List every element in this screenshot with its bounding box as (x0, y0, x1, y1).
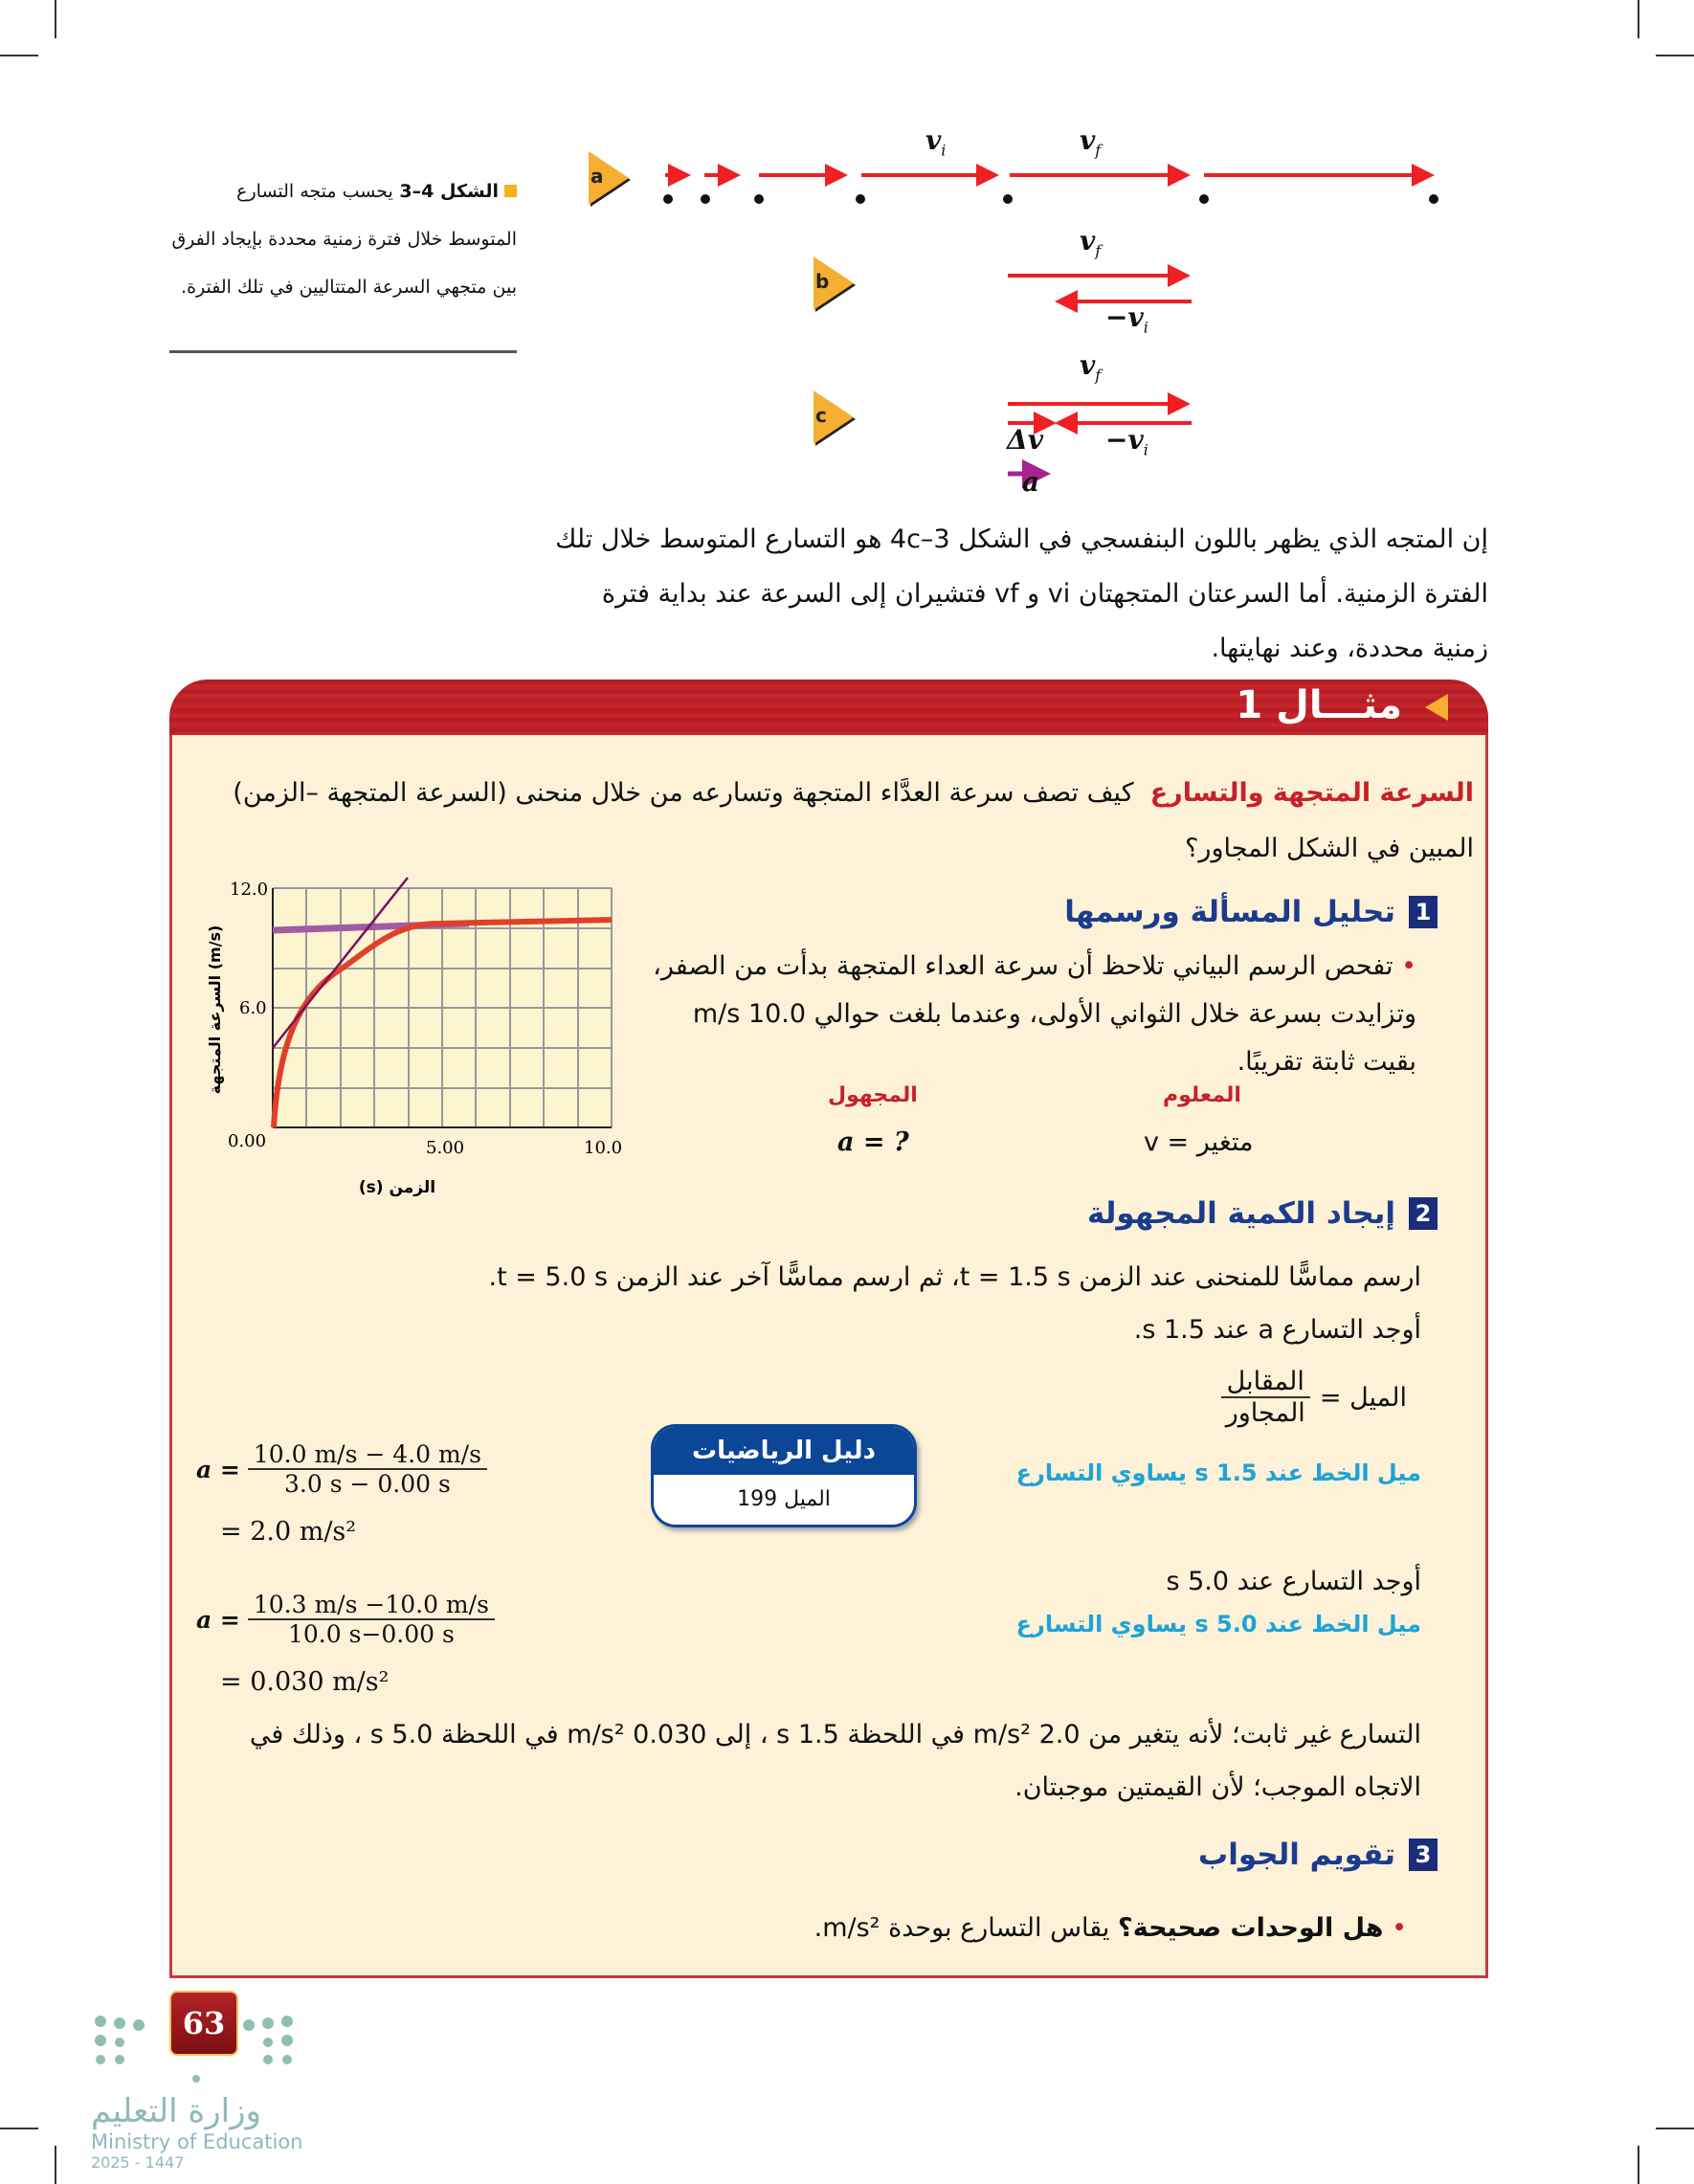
crop-mark (1656, 55, 1694, 56)
label-neg-vi-b: $-v_i$ (1105, 301, 1148, 337)
y-tick: 6.0 (239, 998, 267, 1018)
crop-mark (55, 2146, 56, 2184)
panel-a-marker: a (589, 151, 629, 205)
crop-mark (0, 55, 38, 56)
label-neg-vi-c: $-v_i$ (1105, 424, 1148, 459)
example-topic: السرعة المتجهة والتسارع (1149, 778, 1474, 808)
logo-arabic: وزارة التعليم (91, 2092, 261, 2130)
step-number: 2 (1409, 1197, 1438, 1230)
formula-2: a = $\frac{10.3 m/s -10.0 m/s}{10.0 s-0.00 s}$ (196, 1591, 495, 1648)
velocity-arrows-a (665, 175, 1431, 423)
conclusion: التسارع غير ثابت؛ لأنه يتغير من 2.0 m/s² في اللحظة 1.5 s ، إلى 0.030 m/s² في اللحظة 5.0 s ، وذلك في الاتجاه الموجب؛ لأن القيمتين موجبتان. (249, 1720, 1421, 1802)
slope-formula: الميل = $\frac{\text{المقابل}}{\text{المجاور}}$ (1221, 1367, 1407, 1428)
step-2-line1: ارسم مماسًّا للمنحنى عند الزمن t = 1.5 s، ثم ارسم مماسًّا آخر عند الزمن t = 5.0 s. (488, 1262, 1421, 1292)
math-guide-link[interactable] (651, 1424, 917, 1527)
caption-label: الشكل 4–3 (399, 181, 499, 202)
caption-bullet-icon (504, 185, 517, 197)
page-number: 63 (169, 1991, 238, 2056)
example-header (169, 680, 1488, 735)
label-delta-v: Δv (1007, 424, 1043, 456)
caption-rule (169, 350, 517, 353)
guide-body: الميل 199 (737, 1487, 831, 1511)
step-title: تقويم الجواب (1198, 1838, 1395, 1872)
example-title: مثـــال 1 (1236, 683, 1402, 727)
position-dots (663, 194, 1438, 204)
formula-1: a = $\frac{10.0 m/s - 4.0 m/s}{3.0 s - 0.00 s}$ (196, 1440, 487, 1498)
step-1-bullet: • تفحص الرسم البياني تلاحظ أن سرعة العداء المتجهة بدأت من الصفر، وتزايدت بسرعة خلال الثواني الأولى، وعندما بلغت حوالي 10.0 m/s بقيت ثابتة تقريبًا. (653, 951, 1416, 1077)
unknown-value: a = ? (837, 1127, 909, 1157)
label-vf-b: $v_f$ (1080, 225, 1102, 260)
label-vf: $v_f$ (1080, 124, 1102, 160)
step-3-bullet: • هل الوحدات صحيحة؟ يقاس التسارع بوحدة m/s². (814, 1913, 1407, 1943)
guide-title: دليل الرياضيات (654, 1427, 914, 1475)
known-value: v = متغير (1144, 1127, 1254, 1157)
slope-note-1: ميل الخط عند 1.5 s يساوي التسارع (1015, 1460, 1421, 1486)
question-text: كيف تصف سرعة العدَّاء المتجهة وتسارعه من خلال منحنى (السرعة المتجهة –الزمن) المبين في الشكل المجاور؟ (233, 778, 1474, 863)
crop-mark (1638, 0, 1639, 38)
figure-caption (167, 167, 517, 311)
x-tick: 10.0 (584, 1138, 623, 1158)
unknown-label: المجهول (828, 1083, 918, 1107)
known-label: المعلوم (1163, 1083, 1241, 1107)
x-axis-label: الزمن (s) (358, 1178, 436, 1197)
crop-mark (55, 0, 56, 38)
step-title: إيجاد الكمية المجهولة (1086, 1196, 1395, 1231)
y-tick: 12.0 (230, 880, 269, 900)
velocity-time-graph (191, 876, 632, 1201)
arrow-left-icon (1425, 694, 1448, 721)
step-1-heading (1064, 895, 1438, 929)
label-a: a (1022, 466, 1040, 498)
y-axis-label: السرعة المتجهة (m/s) (206, 925, 224, 1095)
formula-2-result: = 0.030 m/s² (220, 1667, 390, 1697)
crop-mark (1656, 2128, 1694, 2129)
panel-b-marker: b (814, 256, 854, 310)
label-vf-c: $v_f$ (1080, 349, 1102, 385)
step-number: 1 (1409, 896, 1438, 928)
step-title: تحليل المسألة ورسمها (1064, 895, 1395, 929)
slope-note-2: ميل الخط عند 5.0 s يساوي التسارع (1015, 1611, 1421, 1638)
caption-text: يحسب متجه التسارع المتوسط خلال فترة زمنية محددة بإيجاد الفرق بين متجهي السرعة المتتاليين في تلك الفترة. (171, 181, 517, 298)
logo-english: Ministry of Education (91, 2130, 303, 2153)
y-tick: 0.00 (228, 1131, 267, 1151)
step-2-line3: أوجد التسارع عند 5.0 s (1166, 1567, 1421, 1596)
step-number: 3 (1409, 1839, 1438, 1871)
step-3-heading (1198, 1838, 1438, 1872)
step-2-line2: أوجد التسارع a عند 1.5 s. (1133, 1315, 1421, 1345)
x-tick: 5.00 (426, 1138, 465, 1158)
edition-year: 2025 - 1447 (91, 2153, 185, 2172)
formula-1-result: = 2.0 m/s² (220, 1517, 357, 1547)
example-question (201, 766, 1474, 877)
step-2-heading (1087, 1196, 1438, 1231)
panel-c-marker: c (814, 390, 854, 444)
body-paragraph: إن المتجه الذي يظهر باللون البنفسجي في الشكل 3–4c هو التسارع المتوسط خلال تلك الفترة الزمنية. أما السرعتان المتجهتان vi و vf فتشيران إلى السرعة عند بداية فترة زمنية محددة، وعند نهايتها. (555, 524, 1488, 663)
label-vi: $v_i$ (925, 124, 947, 160)
crop-mark (1638, 2146, 1639, 2184)
crop-mark (0, 2128, 38, 2129)
vector-diagram (574, 115, 1455, 517)
